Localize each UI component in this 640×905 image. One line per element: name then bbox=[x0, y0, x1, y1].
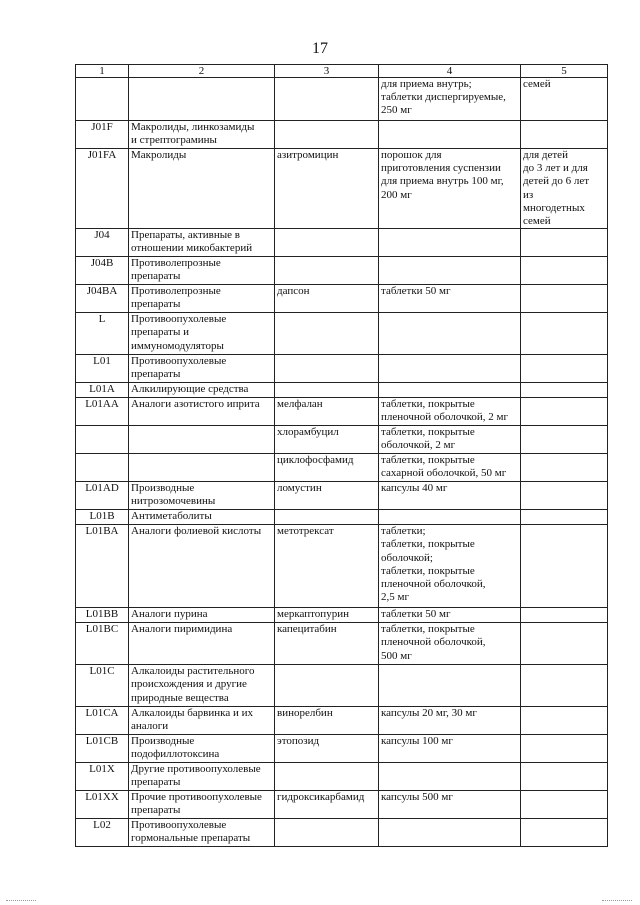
row-note bbox=[521, 819, 608, 847]
row-code: J04 bbox=[76, 229, 129, 257]
row-group-name: Алкалоиды растительного происхождения и другие природные вещества bbox=[129, 665, 275, 707]
row-group-name: Противоопухолевые препараты и иммуномодуляторы bbox=[129, 313, 275, 355]
page-number: 17 bbox=[312, 40, 328, 57]
row-code: J04BA bbox=[76, 285, 129, 313]
row-note bbox=[521, 285, 608, 313]
row-drug-name bbox=[275, 510, 379, 525]
row-dosage-form: таблетки; таблетки, покрытые оболочкой; таблетки, покрытые пленочной оболочкой, 2,5 мг bbox=[379, 525, 521, 608]
row-code: L01X bbox=[76, 763, 129, 791]
row-note bbox=[521, 735, 608, 763]
row-code: L01BC bbox=[76, 623, 129, 665]
row-drug-name bbox=[275, 313, 379, 355]
row-dosage-form: таблетки, покрытые пленочной оболочкой, 500 мг bbox=[379, 623, 521, 665]
row-drug-name bbox=[275, 229, 379, 257]
row-code: L01A bbox=[76, 383, 129, 398]
row-dosage-form: таблетки, покрытые оболочкой, 2 мг bbox=[379, 426, 521, 454]
row-group-name: Аналоги фолиевой кислоты bbox=[129, 525, 275, 608]
row-group-name bbox=[129, 454, 275, 482]
row-drug-name: циклофосфамид bbox=[275, 454, 379, 482]
row-note bbox=[521, 510, 608, 525]
row-dosage-form: капсулы 40 мг bbox=[379, 482, 521, 510]
row-drug-name: капецитабин bbox=[275, 623, 379, 665]
row-group-name: Аналоги пиримидина bbox=[129, 623, 275, 665]
row-group-name: Противоопухолевые препараты bbox=[129, 355, 275, 383]
row-code: L01C bbox=[76, 665, 129, 707]
row-dosage-form bbox=[379, 313, 521, 355]
row-dosage-form: капсулы 500 мг bbox=[379, 791, 521, 819]
table-row bbox=[76, 608, 608, 623]
row-dosage-form bbox=[379, 257, 521, 285]
row-code: L01AA bbox=[76, 398, 129, 426]
row-code: J01FA bbox=[76, 149, 129, 229]
row-dosage-form bbox=[379, 229, 521, 257]
row-group-name: Прочие противоопухолевые препараты bbox=[129, 791, 275, 819]
table-row bbox=[76, 665, 608, 707]
column-header: 5 bbox=[521, 65, 608, 78]
table-header-row bbox=[76, 65, 608, 78]
row-dosage-form: капсулы 100 мг bbox=[379, 735, 521, 763]
row-code: L01BA bbox=[76, 525, 129, 608]
table-row bbox=[76, 819, 608, 847]
row-group-name: Макролиды bbox=[129, 149, 275, 229]
row-dosage-form bbox=[379, 819, 521, 847]
row-code: L02 bbox=[76, 819, 129, 847]
column-header: 2 bbox=[129, 65, 275, 78]
row-note bbox=[521, 707, 608, 735]
table-row bbox=[76, 707, 608, 735]
row-note bbox=[521, 482, 608, 510]
table-row bbox=[76, 763, 608, 791]
row-dosage-form: порошок для приготовления суспензии для приема внутрь 100 мг, 200 мг bbox=[379, 149, 521, 229]
row-note bbox=[521, 763, 608, 791]
table-row bbox=[76, 398, 608, 426]
row-dosage-form: таблетки 50 мг bbox=[379, 608, 521, 623]
row-dosage-form bbox=[379, 510, 521, 525]
row-drug-name: метотрексат bbox=[275, 525, 379, 608]
table-row bbox=[76, 791, 608, 819]
row-dosage-form bbox=[379, 355, 521, 383]
table-row bbox=[76, 355, 608, 383]
row-group-name: Производные нитрозомочевины bbox=[129, 482, 275, 510]
row-drug-name bbox=[275, 257, 379, 285]
column-header: 4 bbox=[379, 65, 521, 78]
row-code: J01F bbox=[76, 121, 129, 149]
row-drug-name: азитромицин bbox=[275, 149, 379, 229]
row-code: L01 bbox=[76, 355, 129, 383]
row-drug-name: гидроксикарбамид bbox=[275, 791, 379, 819]
row-note: семей bbox=[521, 78, 608, 121]
row-note bbox=[521, 608, 608, 623]
row-group-name: Противоопухолевые гормональные препараты bbox=[129, 819, 275, 847]
row-note bbox=[521, 525, 608, 608]
row-code: L01CB bbox=[76, 735, 129, 763]
row-group-name: Противолепрозные препараты bbox=[129, 257, 275, 285]
scan-edge-marks bbox=[0, 900, 640, 903]
row-group-name: Производные подофиллотоксина bbox=[129, 735, 275, 763]
row-code bbox=[76, 78, 129, 121]
row-dosage-form bbox=[379, 121, 521, 149]
table-row bbox=[76, 623, 608, 665]
row-code: J04B bbox=[76, 257, 129, 285]
row-note bbox=[521, 229, 608, 257]
table-body bbox=[76, 78, 608, 847]
row-drug-name: мелфалан bbox=[275, 398, 379, 426]
row-note bbox=[521, 623, 608, 665]
table-row bbox=[76, 121, 608, 149]
row-dosage-form bbox=[379, 763, 521, 791]
row-code: L01B bbox=[76, 510, 129, 525]
row-code: L01BB bbox=[76, 608, 129, 623]
row-dosage-form: таблетки, покрытые сахарной оболочкой, 50 мг bbox=[379, 454, 521, 482]
row-code: L01XX bbox=[76, 791, 129, 819]
row-dosage-form: таблетки, покрытые пленочной оболочкой, 2 мг bbox=[379, 398, 521, 426]
row-group-name: Антиметаболиты bbox=[129, 510, 275, 525]
table-row bbox=[76, 383, 608, 398]
row-drug-name bbox=[275, 665, 379, 707]
row-group-name: Макролиды, линкозамиды и стрептограмины bbox=[129, 121, 275, 149]
medication-table bbox=[75, 64, 608, 847]
row-code: L01CA bbox=[76, 707, 129, 735]
table-row bbox=[76, 257, 608, 285]
row-note bbox=[521, 791, 608, 819]
row-code: L01AD bbox=[76, 482, 129, 510]
row-group-name: Аналоги пурина bbox=[129, 608, 275, 623]
table-row bbox=[76, 229, 608, 257]
row-note: для детей до 3 лет и для детей до 6 лет из многодетных семей bbox=[521, 149, 608, 229]
row-drug-name bbox=[275, 819, 379, 847]
row-dosage-form bbox=[379, 383, 521, 398]
row-code bbox=[76, 454, 129, 482]
row-dosage-form: таблетки 50 мг bbox=[379, 285, 521, 313]
column-header: 1 bbox=[76, 65, 129, 78]
row-code: L bbox=[76, 313, 129, 355]
row-drug-name: винорелбин bbox=[275, 707, 379, 735]
row-group-name: Противолепрозные препараты bbox=[129, 285, 275, 313]
row-group-name: Алкилирующие средства bbox=[129, 383, 275, 398]
row-note bbox=[521, 355, 608, 383]
row-drug-name bbox=[275, 355, 379, 383]
row-drug-name: ломустин bbox=[275, 482, 379, 510]
row-drug-name bbox=[275, 763, 379, 791]
row-drug-name: хлорамбуцил bbox=[275, 426, 379, 454]
table-row bbox=[76, 285, 608, 313]
row-group-name bbox=[129, 426, 275, 454]
table-row bbox=[76, 149, 608, 229]
row-drug-name: меркаптопурин bbox=[275, 608, 379, 623]
table-row bbox=[76, 78, 608, 121]
row-code bbox=[76, 426, 129, 454]
row-dosage-form: капсулы 20 мг, 30 мг bbox=[379, 707, 521, 735]
row-note bbox=[521, 383, 608, 398]
table-row bbox=[76, 482, 608, 510]
row-dosage-form bbox=[379, 665, 521, 707]
row-drug-name bbox=[275, 121, 379, 149]
row-group-name: Препараты, активные в отношении микобактерий bbox=[129, 229, 275, 257]
table-row bbox=[76, 525, 608, 608]
row-drug-name: дапсон bbox=[275, 285, 379, 313]
table-row bbox=[76, 510, 608, 525]
table-row bbox=[76, 454, 608, 482]
row-note bbox=[521, 665, 608, 707]
row-drug-name bbox=[275, 383, 379, 398]
table-row bbox=[76, 313, 608, 355]
row-note bbox=[521, 454, 608, 482]
row-note bbox=[521, 426, 608, 454]
row-note bbox=[521, 121, 608, 149]
row-group-name: Алкалоиды барвинка и их аналоги bbox=[129, 707, 275, 735]
row-drug-name: этопозид bbox=[275, 735, 379, 763]
table-row bbox=[76, 426, 608, 454]
row-note bbox=[521, 257, 608, 285]
row-drug-name bbox=[275, 78, 379, 121]
row-group-name bbox=[129, 78, 275, 121]
row-group-name: Аналоги азотистого иприта bbox=[129, 398, 275, 426]
table-row bbox=[76, 735, 608, 763]
row-group-name: Другие противоопухолевые препараты bbox=[129, 763, 275, 791]
column-header: 3 bbox=[275, 65, 379, 78]
row-dosage-form: для приема внутрь; таблетки диспергируемые, 250 мг bbox=[379, 78, 521, 121]
row-note bbox=[521, 398, 608, 426]
row-note bbox=[521, 313, 608, 355]
